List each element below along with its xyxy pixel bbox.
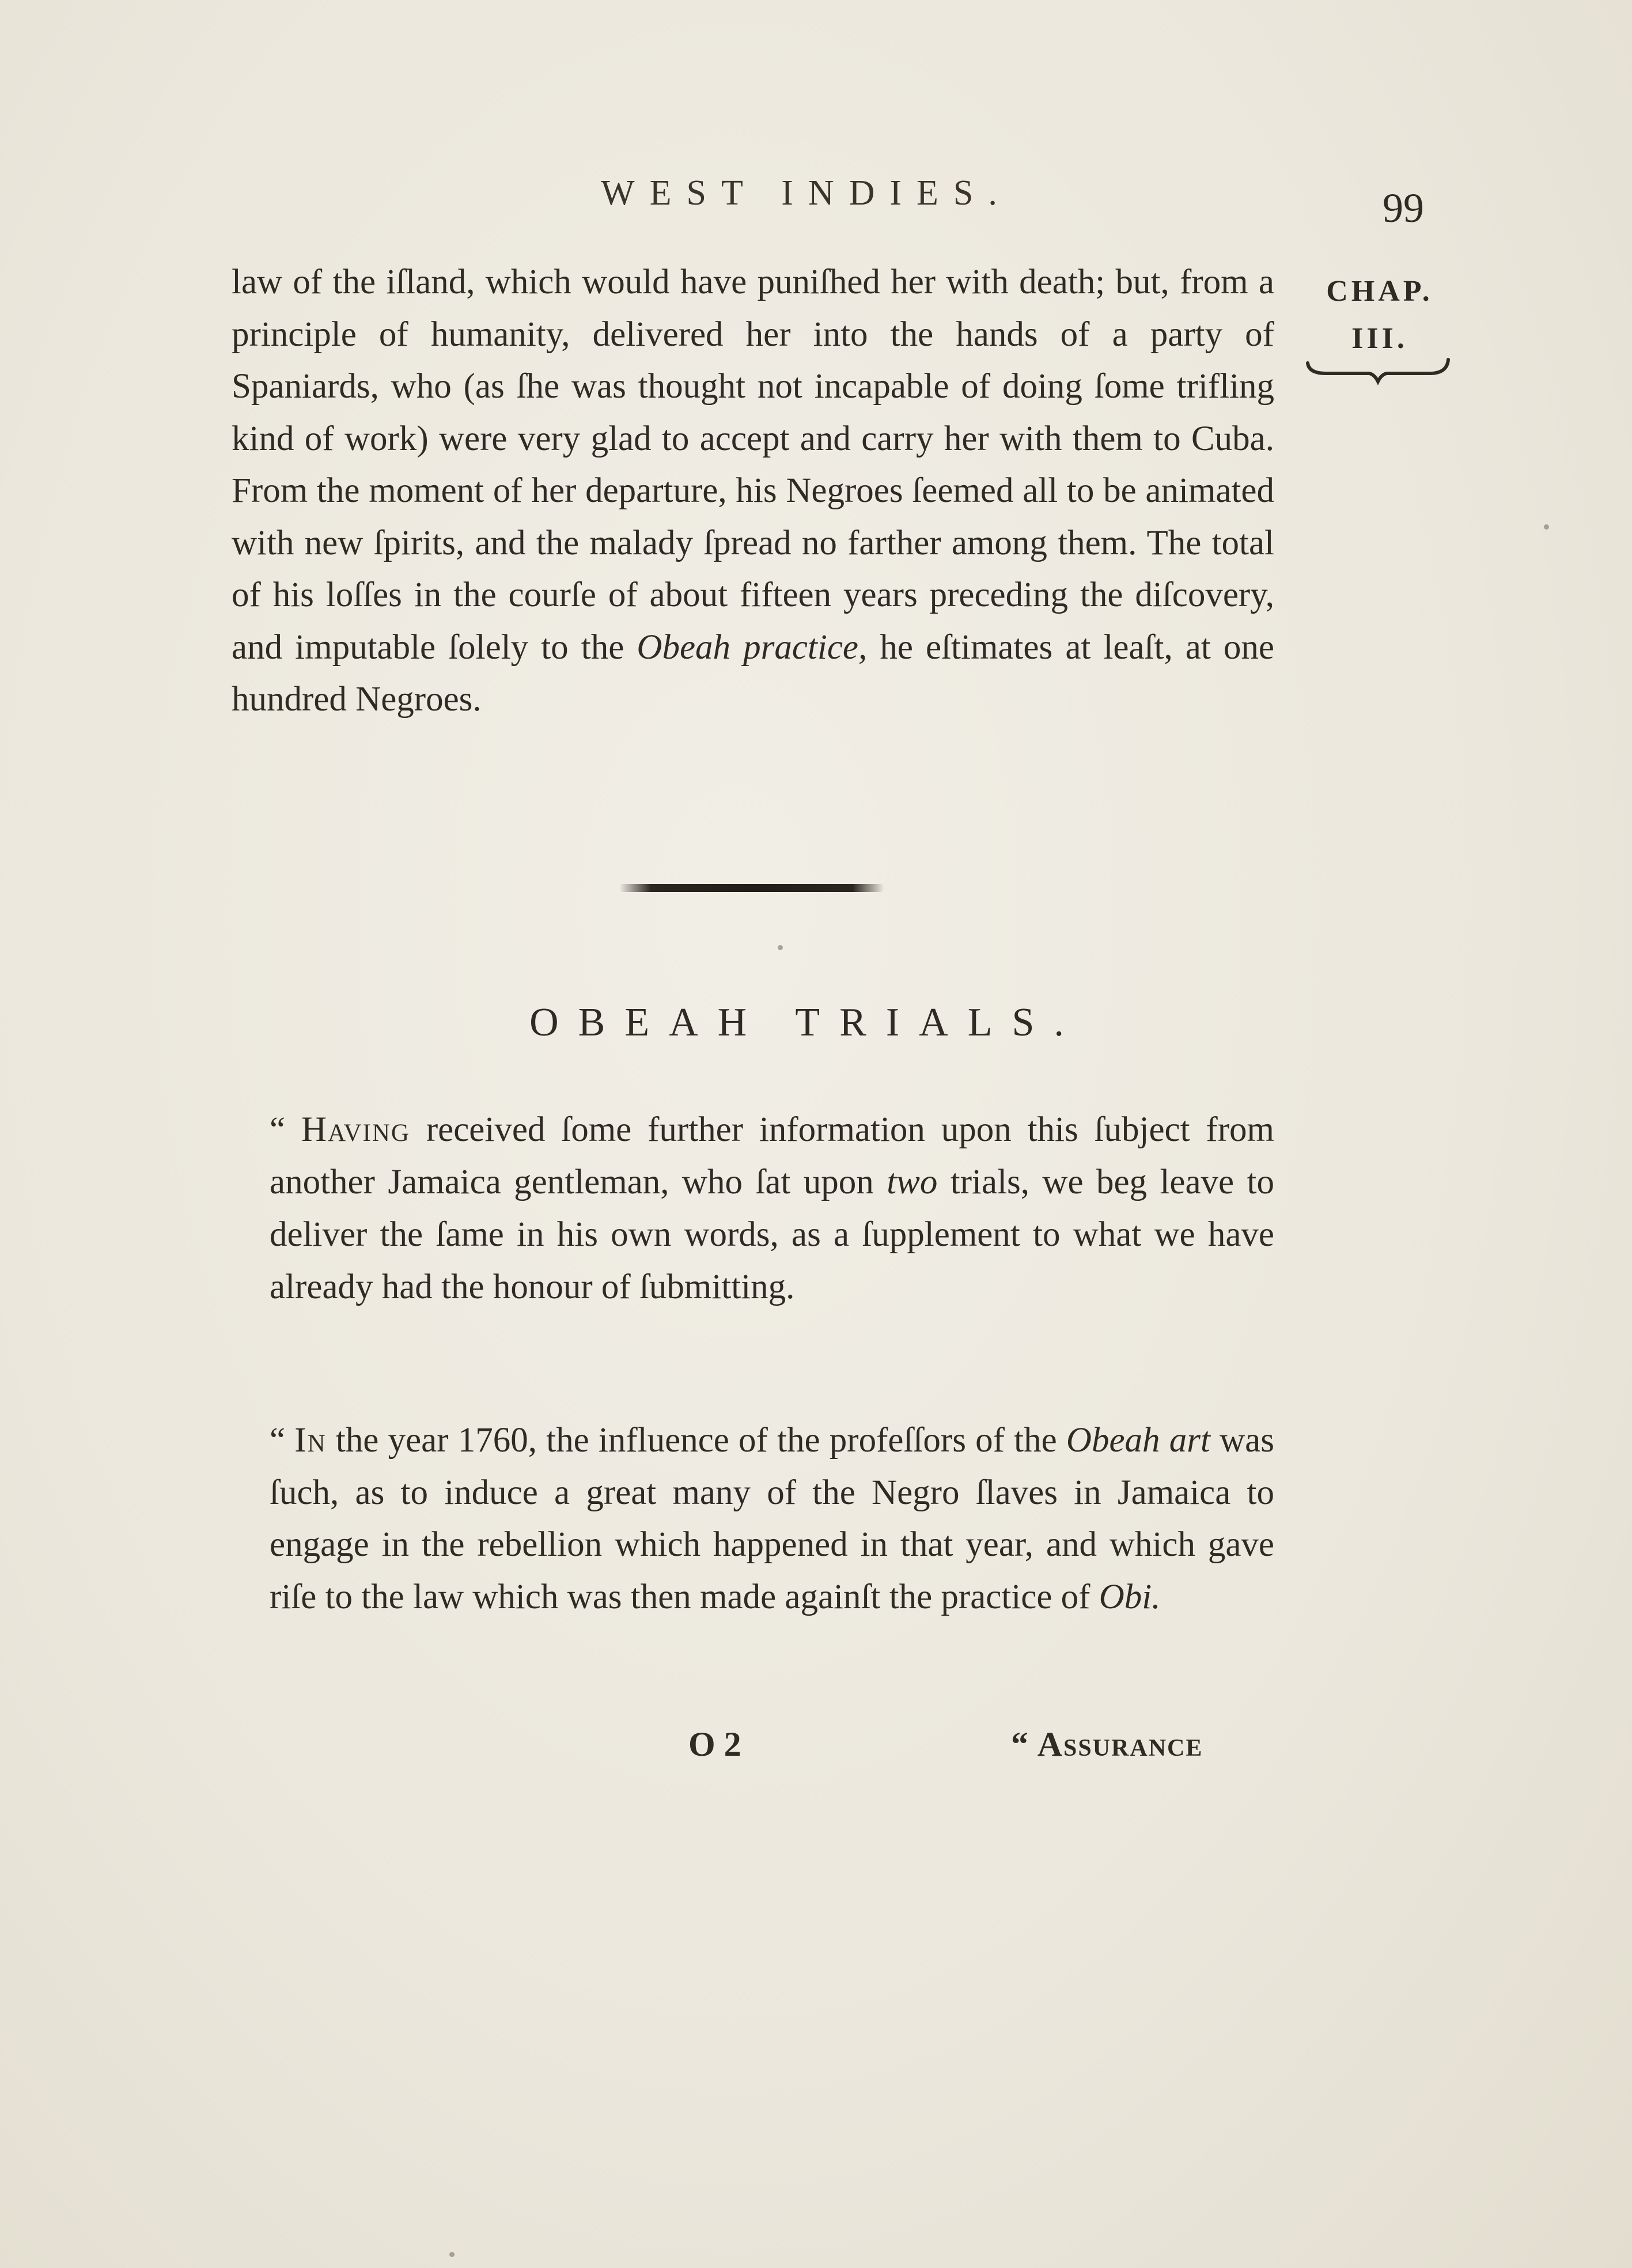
signature-mark: O 2 bbox=[688, 1725, 741, 1763]
paragraph-text-part: law of the iſland, which would have puniſhed her with death; but, from a principle of humanity, delivered her into the hands of a party of Spaniards, who (as ſhe was thought not incapable of doing ſome trifling kind of work) were very glad to accept and carry her with them to Cuba. From the moment of her departure, his Negroes ſeemed all to be animated with new ſpirits, and the malady ſpread no farther among them. The total of his loſſes in the courſe of about fifteen years preceding the diſcovery, and imputable ſolely to the bbox=[232, 263, 1274, 667]
paper-speck bbox=[449, 2252, 455, 2257]
opening-quote: “ bbox=[270, 1421, 295, 1460]
paragraph-text-part: trials, we beg leave to deliver the ſame in his own words, as a ſupplement to what we have already had the honour of ſubmitting. bbox=[270, 1163, 1275, 1306]
paragraph-text bbox=[232, 1415, 1274, 1623]
marginal-chapter-note bbox=[1299, 268, 1460, 362]
italic-phrase: two bbox=[887, 1163, 938, 1201]
paragraph-text bbox=[232, 256, 1274, 726]
body-paragraph-2 bbox=[232, 1103, 1274, 1313]
body-paragraph-1 bbox=[232, 256, 1274, 726]
lead-word: Having bbox=[301, 1110, 410, 1149]
opening-quote: “ bbox=[270, 1110, 301, 1149]
margin-brace-ornament bbox=[1303, 351, 1453, 386]
paragraph-text bbox=[232, 1103, 1274, 1313]
paragraph-text-part: received ſome further information upon this ſubject from another Jamaica gentleman, who ſat upon bbox=[270, 1110, 1275, 1201]
marginal-chap-number: III. bbox=[1351, 322, 1408, 355]
italic-phrase: Obeah practice, bbox=[637, 628, 868, 667]
paragraph-text-part: the year 1760, the influence of the profeſſors of the bbox=[326, 1421, 1066, 1460]
italic-phrase: Obi. bbox=[1099, 1577, 1161, 1616]
paper-speck bbox=[778, 945, 783, 950]
catchword: “ Assurance bbox=[1011, 1725, 1203, 1763]
lead-word: In bbox=[294, 1421, 327, 1460]
section-heading: OBEAH TRIALS. bbox=[529, 1000, 1084, 1045]
italic-phrase: Obeah art bbox=[1066, 1421, 1210, 1460]
body-paragraph-3 bbox=[232, 1415, 1274, 1623]
page-footer bbox=[0, 1725, 1632, 1776]
paragraph-text-part: was ſuch, as to induce a great many of the Negro ſlaves in Jamaica to engage in the rebellion which happened in that year, and which gave riſe to the law which was then made againſt the practice of bbox=[270, 1421, 1274, 1616]
page-number: 99 bbox=[1383, 185, 1424, 231]
marginal-chap-label: CHAP. bbox=[1326, 275, 1433, 308]
paragraph-text-part: he eſtimates at leaſt, at one hundred Negroes. bbox=[232, 628, 1274, 719]
running-head: WEST INDIES. bbox=[601, 173, 1012, 213]
section-divider-rule bbox=[619, 884, 884, 892]
paper-speck bbox=[1544, 524, 1549, 530]
